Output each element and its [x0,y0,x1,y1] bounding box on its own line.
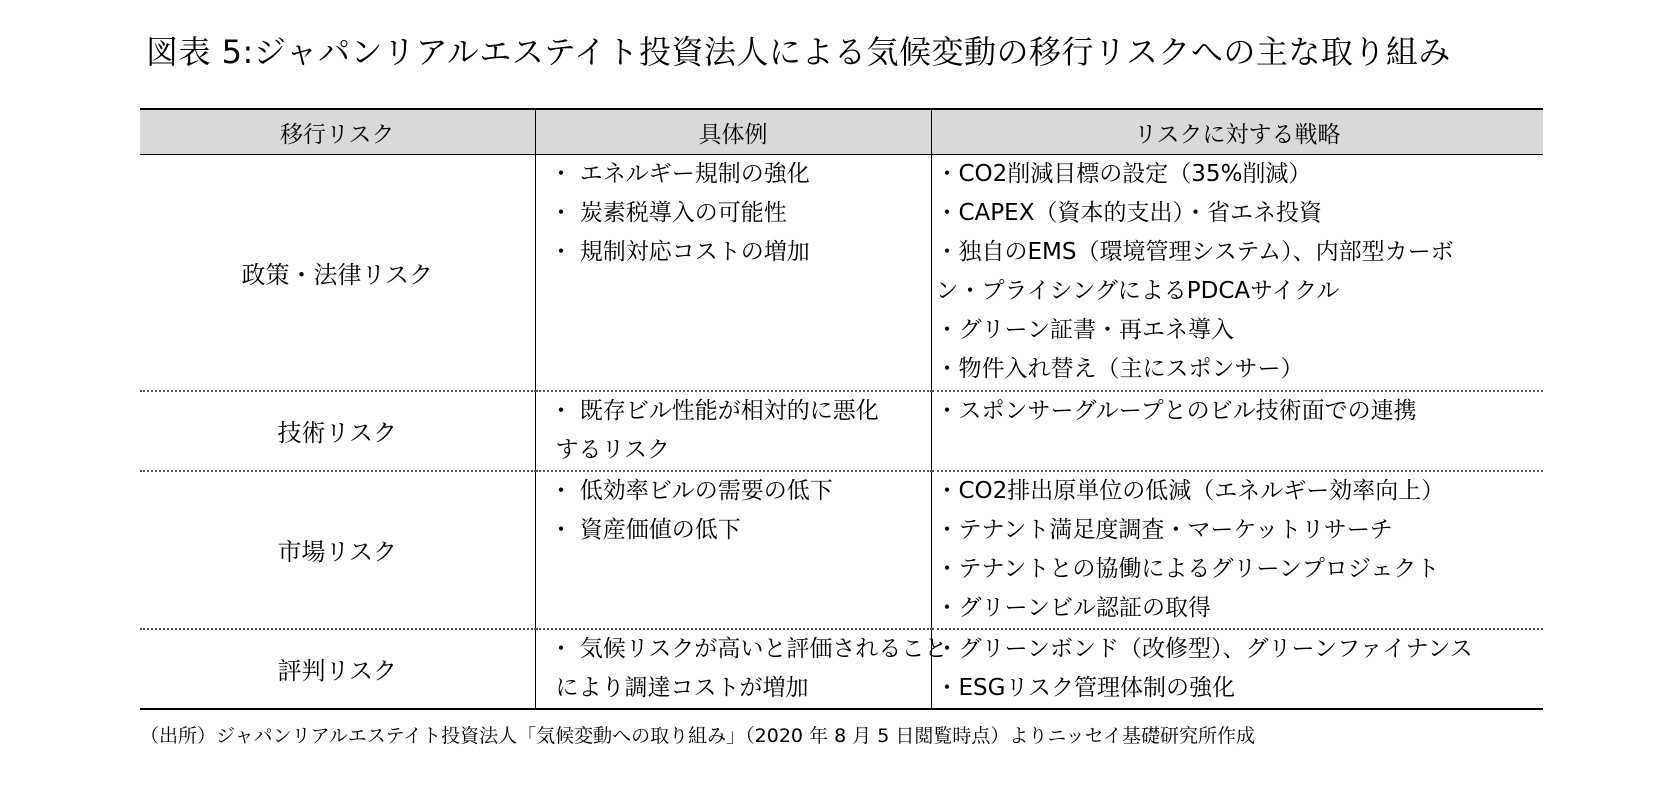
strategy-item: ・スポンサーグループとのビル技術面での連携 [935,397,1417,424]
strategies-cell [931,391,1543,471]
example-item: ・ 炭素税導入の可能性 [549,200,787,226]
risk-category: 評判リスク [140,629,535,709]
table-row [140,471,1543,629]
strategy-item: ・グリーン証書・再エネ導入 [935,317,1235,343]
strategy-item: ・テナント満足度調査・マーケットリサーチ [935,516,1393,543]
table-row [140,629,1543,709]
strategy-item: ・CO2削減目標の設定（35%削減） [935,161,1312,187]
table-header-row [140,109,1543,155]
example-item: ・ 既存ビル性能が相対的に悪化 [549,397,879,424]
strategy-item: ・グリーンボンド（改修型）、グリーンファイナンス [935,635,1473,662]
header-transition-risk: 移行リスク [140,109,535,155]
example-item: ・ エネルギー規制の強化 [549,161,810,187]
strategies-cell [931,629,1543,709]
strategies-cell [931,155,1543,391]
examples-cell [535,155,931,391]
example-item: するリスク [555,436,671,463]
strategy-item: ・テナントとの協働によるグリーンプロジェクト [935,555,1440,582]
strategy-item: ・グリーンビル認証の取得 [935,594,1212,621]
risk-category: 技術リスク [140,391,535,471]
examples-cell [535,629,948,709]
table-row [140,391,1543,471]
strategies-cell [931,471,1543,629]
risk-category: 政策・法律リスク [140,155,535,391]
strategy-item: ・CAPEX（資本的支出）・省エネ投資 [935,200,1322,226]
source-note: （出所）ジャパンリアルエステイト投資法人「気候変動への取り組み」（2020 年 8 月 5 日閲覧時点）よりニッセイ基礎研究所作成 [140,725,1256,747]
header-examples: 具体例 [535,109,931,155]
example-item: ・ 資産価値の低下 [549,516,741,543]
header-strategy: リスクに対する戦略 [931,109,1543,155]
strategy-item: ン・プライシングによるPDCAサイクル [935,278,1340,304]
strategy-item: ・物件入れ替え（主にスポンサー） [935,356,1304,382]
example-item: ・ 規制対応コストの増加 [549,239,810,265]
example-item: により調達コストが増加 [555,674,809,701]
table-row [140,155,1543,391]
example-item: ・ 低効率ビルの需要の低下 [549,477,833,504]
examples-cell [535,391,931,471]
example-item: ・ 気候リスクが高いと評価されること [549,635,948,662]
strategy-item: ・独自のEMS（環境管理システム）、内部型カーボ [935,239,1454,265]
strategy-item: ・ESGリスク管理体制の強化 [935,674,1235,701]
figure-title: 図表 5:ジャパンリアルエステイト投資法人による気候変動の移行リスクへの主な取り組み [146,33,1451,71]
strategy-item: ・CO2排出原単位の低減（エネルギー効率向上） [935,477,1445,504]
examples-cell [535,471,931,629]
risk-category: 市場リスク [140,471,535,629]
risk-table [140,108,1543,710]
